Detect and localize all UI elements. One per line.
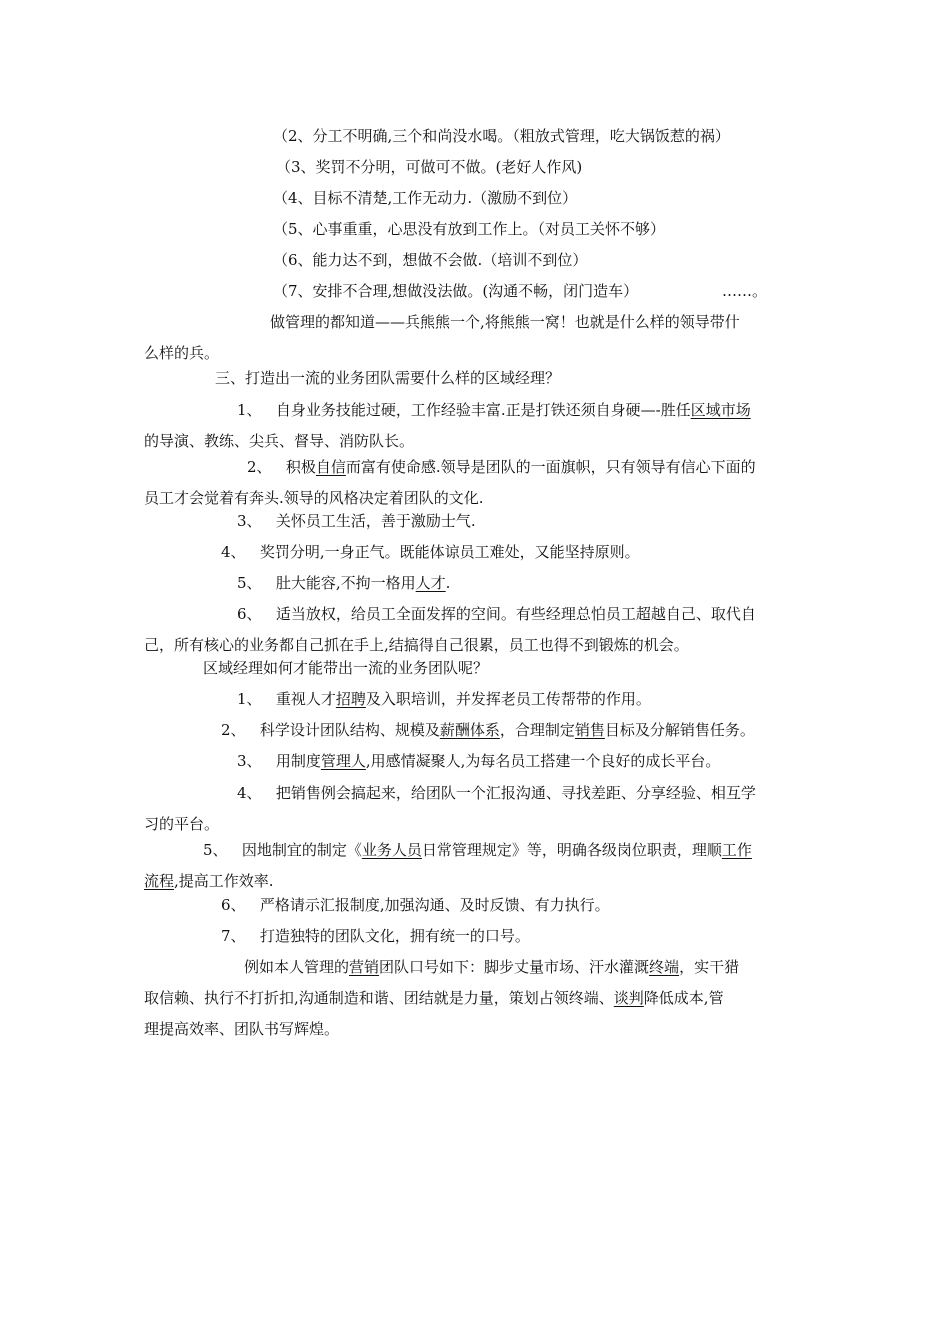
link-marketing[interactable]: 营销 (349, 958, 380, 976)
link-confidence[interactable]: 自信 (315, 458, 346, 476)
method-item: 3、 用制度管理人,用感情凝聚人,为每名员工搭建一个良好的成长平台。 (237, 752, 721, 770)
quality-item: 3、 关怀员工生活，善于激励士气. (237, 512, 476, 530)
link-workflow[interactable]: 工作 (721, 841, 752, 859)
summary-paragraph: 做管理的都知道——兵熊熊一个,将熊熊一窝！也就是什么样的领导带什 么样的兵。 (144, 313, 740, 362)
link-salary-system[interactable]: 薪酬体系 (439, 721, 500, 739)
method-item: 7、 打造独特的团队文化，拥有统一的口号。 (221, 927, 530, 945)
method-item: 1、 重视人才招聘及入职培训，并发挥老员工传帮带的作用。 (237, 690, 651, 708)
problem-item: （4、目标不清楚,工作无动力.（激励不到位） (273, 189, 578, 207)
problem-item: （6、能力达不到，想做不会做.（培训不到位） (273, 251, 588, 269)
link-manage-people[interactable]: 管理人 (320, 752, 366, 770)
problem-item: （5、心事重重，心思没有放到工作上。（对员工关怀不够） (273, 220, 666, 238)
example-paragraph: 例如本人管理的营销团队口号如下：脚步丈量市场、汗水灌溉终端，实干猎 取信赖、执行不打折扣,沟通制造和谐、团结就是力量，策划占领终端、谈判降低成本,管 理提高效率、团队书写辉煌。 (144, 958, 740, 1038)
quality-item: 1、 自身业务技能过硬，工作经验丰富.正是打铁还须自身硬—-胜任区域市场 的导演、教练、尖兵、督导、消防队长。 (144, 401, 751, 450)
link-talent[interactable]: 人才 (415, 574, 446, 592)
link-recruitment[interactable]: 招聘 (335, 690, 366, 708)
link-business-staff[interactable]: 业务人员 (361, 841, 422, 859)
method-item: 4、 把销售例会搞起来，给团队一个汇报沟通、寻找差距、分享经验、相互学 习的平台。 (144, 784, 756, 833)
method-item: 5、 因地制宜的制定《业务人员日常管理规定》等，明确各级岗位职责，理顺工作 流程,提高工作效率. (144, 841, 752, 890)
section-heading: 三、打造出一流的业务团队需要什么样的区域经理？ (215, 369, 561, 387)
link-negotiation[interactable]: 谈判 (613, 989, 644, 1007)
problem-item: （7、安排不合理,想做没法做。(沟通不畅，闭门造车） (273, 282, 639, 300)
method-item: 2、 科学设计团队结构、规模及薪酬体系，合理制定销售目标及分解销售任务。 (221, 721, 755, 739)
link-workflow-cont[interactable]: 流程 (144, 872, 175, 890)
quality-item: 6、 适当放权，给员工全面发挥的空间。有些经理总怕员工超越自己、取代自 己，所有核心的业务都自己抓在手上,结搞得自己很累，员工也得不到锻炼的机会。 (144, 605, 756, 654)
link-sales[interactable]: 销售 (574, 721, 605, 739)
quality-item: 2、 积极自信而富有使命感.领导是团队的一面旗帜，只有领导有信心下面的 员工才会觉着有奔头.领导的风格决定着团队的文化. (144, 458, 756, 507)
link-regional-market[interactable]: 区域市场 (690, 401, 751, 419)
ellipsis: ……。 (722, 282, 768, 300)
quality-item: 5、 肚大能容,不拘一格用人才. (237, 574, 451, 592)
method-item: 6、 严格请示汇报制度,加强沟通、及时反馈、有力执行。 (221, 896, 610, 914)
link-terminal[interactable]: 终端 (649, 958, 680, 976)
quality-item: 4、 奖罚分明,一身正气。既能体谅员工难处，又能坚持原则。 (221, 543, 640, 561)
problem-item: （2、分工不明确,三个和尚没水喝。（粗放式管理，吃大锅饭惹的祸） (273, 127, 730, 145)
section-heading: 区域经理如何才能带出一流的业务团队呢？ (203, 659, 489, 677)
problem-item: （3、奖罚不分明，可做可不做。(老好人作风) (276, 158, 583, 176)
